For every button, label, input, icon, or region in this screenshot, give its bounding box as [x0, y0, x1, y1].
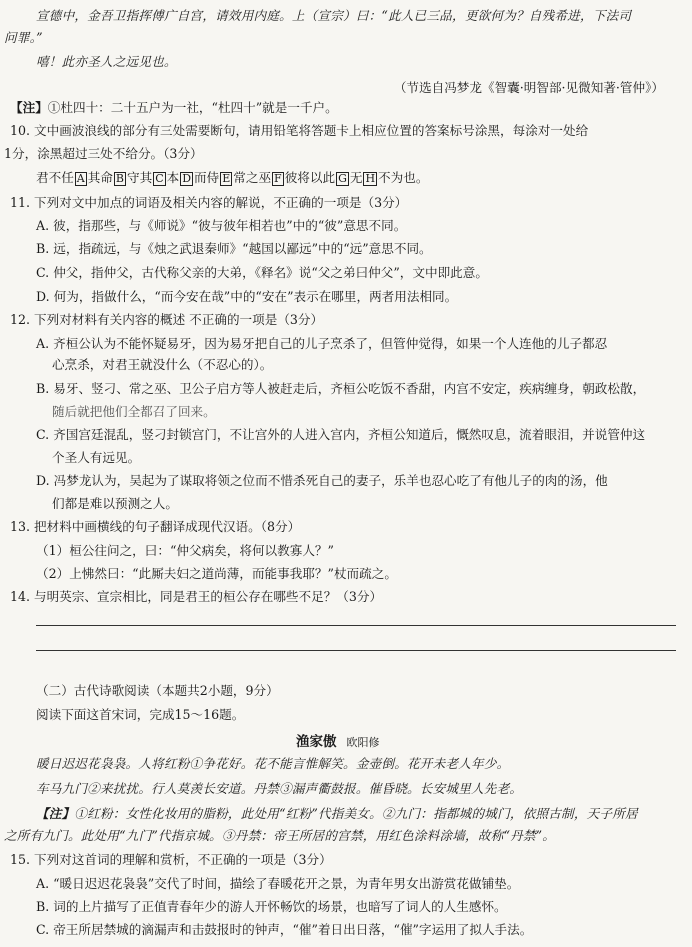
q10-text-segment: 君不任 — [36, 170, 74, 185]
q10-text-segment: 无 — [349, 170, 363, 185]
answer-option-box[interactable]: G — [338, 172, 347, 185]
poem-line: 暖日迟迟花袅袅。人将红粉①争花好。花不能言惟解笑。金壶倒。花开未老人年少。 — [36, 756, 510, 771]
answer-option-box[interactable]: C — [155, 172, 164, 185]
q15-option-a: A. “暖日迟迟花袅袅”交代了时间，描绘了春暖花开之景，为青年男女出游赏花做铺垫。 — [36, 876, 520, 891]
q12-option-a: A. 齐桓公认为不能怀疑易牙，因为易牙把自己的儿子烹杀了，但管仲觉得，如果一个人连他的儿子都忍 — [36, 336, 608, 351]
answer-option-box[interactable]: E — [222, 172, 231, 185]
q10-text-segment: 守其 — [127, 170, 153, 185]
section-heading: （二）古代诗歌阅读（本题共2小题，9分） — [36, 683, 279, 698]
passage-line: 问罪。” — [4, 30, 43, 45]
answer-option-box[interactable]: A — [76, 172, 85, 185]
q15-option-b: B. 词的上片描写了正值青春年少的游人开怀畅饮的场景，也暗写了词人的人生感怀。 — [36, 899, 507, 914]
section-instruction: 阅读下面这首宋词，完成15～16题。 — [36, 707, 245, 722]
poem-author: 欧阳修 — [346, 736, 380, 749]
passage-line: 嘻！此亦圣人之远见也。 — [36, 54, 177, 69]
q12-stem: 12. 下列对材料有关内容的概述 不正确的一项是（3分） — [10, 312, 324, 327]
answer-option-box[interactable]: D — [182, 172, 192, 185]
q10-text-segment: 本 — [166, 170, 180, 185]
answer-option-box[interactable]: B — [115, 172, 125, 185]
q10-stem: 10. 文中画波浪线的部分有三处需要断句，请用铅笔将答题卡上相应位置的答案标号涂黑，每涂对一处给 — [10, 123, 589, 138]
poem-note — [36, 806, 638, 822]
q13-stem: 13. 把材料中画横线的句子翻译成现代汉语。（8分） — [10, 519, 301, 534]
q13-sentence-1: （1）桓公往问之，曰：“仲父病矣，将何以教寡人？” — [36, 543, 334, 558]
passage-source: （节选自冯梦龙《智囊·明智部·见微知著·管仲》） — [393, 80, 664, 95]
answer-option-box[interactable]: H — [365, 172, 376, 185]
q11-option-c: C. 仲父，指仲父，古代称父亲的大弟，《释名》说“父之弟曰仲父”，文中即此意。 — [36, 265, 488, 280]
q10-text-segment: 而侍 — [194, 170, 220, 185]
q14-stem: 14. 与明英宗、宣宗相比，同是君王的桓公存在哪些不足？（3分） — [10, 589, 383, 604]
q11-option-b: B. 远，指疏远，与《烛之武退秦师》“越国以鄙远”中的“远”意思不同。 — [36, 241, 432, 256]
q12-option-c: C. 齐国宫廷混乱，竖刁封锁宫门，不让宫外的人进入宫内，齐桓公知道后，慨然叹息，流着眼泪，并说管仲这 — [36, 427, 646, 442]
q15-stem: 15. 下列对这首词的理解和赏析，不正确的一项是（3分） — [10, 852, 332, 867]
note — [10, 100, 338, 116]
note-label: 【注】 — [10, 100, 48, 115]
q12-option-b: 随后就把他们全都召了回来。 — [52, 404, 216, 419]
q10-text-segment: 其命 — [87, 170, 113, 185]
poem-note: 之所有九门。此处用“九门”代指京城。③丹禁：帝王所居的宫禁，用红色涂料涂墙，故称“丹禁”。 — [4, 828, 556, 843]
poem-note-text: ①红粉：女性化妆用的脂粉，此处用“红粉”代指美女。②九门：指都城的城门，依照古制，天子所居 — [74, 806, 638, 821]
poem-line: 车马九门②来扰扰。行人莫羡长安道。丹禁③漏声衢鼓报。催昏晓。长安城里人先老。 — [36, 781, 523, 796]
q11-option-d: D. 何为，指做什么，“而今安在哉”中的“安在”表示在哪里，两者用法相同。 — [36, 289, 458, 304]
q11-option-a: A. 彼，指那些，与《师说》“彼与彼年相若也”中的“彼”意思不同。 — [36, 218, 407, 233]
q10-text-segment: 彼将以此 — [284, 170, 336, 185]
q12-option-b: B. 易牙、竖刁、常之巫、卫公子启方等人被赶走后，齐桓公吃饭不香甜，内宫不安定，疾病缠身，朝政松散， — [36, 381, 646, 396]
answer-line[interactable] — [36, 650, 676, 651]
q12-option-d: D. 冯梦龙认为，吴起为了谋取将领之位而不惜杀死自己的妻子，乐羊也忍心吃了有他儿子的肉的汤，他 — [36, 473, 608, 488]
q12-option-a: 心烹杀，对君王就没什么（不忍心的）。 — [52, 357, 273, 372]
answer-option-box[interactable]: F — [274, 172, 282, 185]
answer-line[interactable] — [36, 625, 676, 626]
poem-title-text: 渔家傲 — [296, 734, 337, 750]
q15-option-c: C. 帝王所居禁城的滴漏声和击鼓报时的钟声，“催”着日出日落，“催”字运用了拟人手法。 — [36, 922, 533, 937]
passage-line: 宣德中，金吾卫指挥傅广自宫，请效用内庭。上（宣宗）曰：“此人已三品，更欲何为？自残希进，下法司 — [36, 8, 632, 23]
q10-text-segment: 不为也。 — [378, 170, 429, 185]
q10-sentence — [36, 170, 428, 186]
note-text: ①杜四十：二十五户为一社，“杜四十”就是一千户。 — [47, 100, 338, 115]
poem-title — [296, 730, 380, 750]
q11-stem: 11. 下列对文中加点的词语及相关内容的解说，不正确的一项是（3分） — [10, 195, 408, 210]
q12-option-c: 个圣人有远见。 — [52, 450, 141, 465]
poem-note-label: 【注】 — [36, 806, 75, 821]
q12-option-d: 们都是难以预测之人。 — [52, 496, 178, 511]
q10-stem: 1分，涂黑超过三处不给分。（3分） — [4, 146, 203, 161]
q10-text-segment: 常之巫 — [233, 170, 272, 185]
q13-sentence-2: （2）上怫然曰：“此厮夫妇之道尚薄，而能事我耶？”杖而疏之。 — [36, 566, 397, 581]
